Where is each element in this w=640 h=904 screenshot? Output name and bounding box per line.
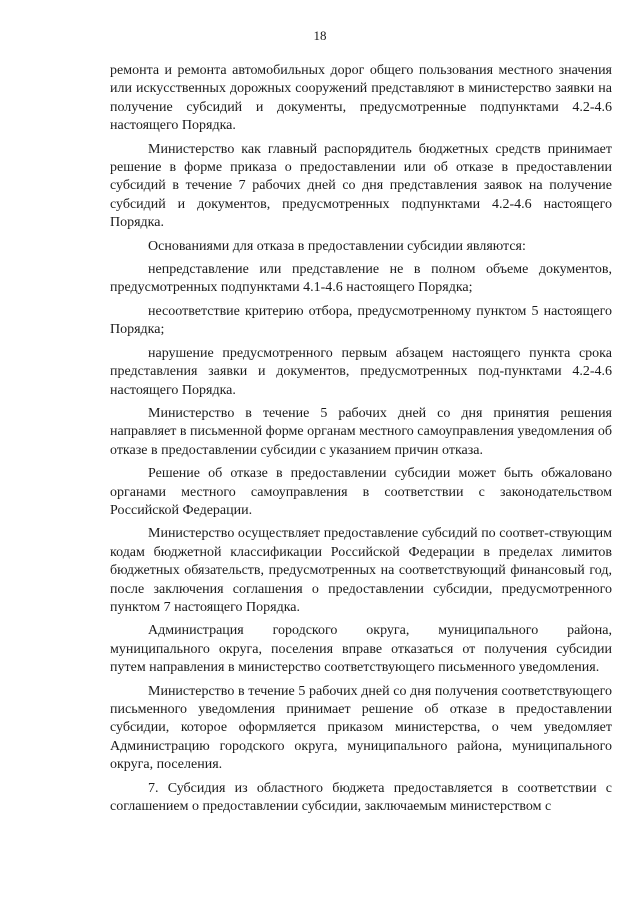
paragraph: Основаниями для отказа в предоставлении субсидии являются: [148, 238, 526, 254]
paragraph: ремонта и ремонта автомобильных дорог общего пользования местного значения или искусственных дорожных сооружений представляют в министерство заявки на получение субсидий и документы, предусмотренные подпунктами 4.2-4.6 настоящего Порядка. [110, 63, 612, 134]
page-number: 18 [313, 28, 327, 43]
paragraph: несоответствие критерию отбора, предусмотренному пунктом 5 настоящего Порядка; [110, 303, 612, 338]
document-body [110, 62, 612, 816]
paragraph: Министерство как главный распорядитель бюджетных средств принимает решение в форме приказа о предоставлении или об отказе в предоставлении субсидий в течение 7 рабочих дней со дня представления заявок на получение субсидий и документов, предусмотренных подпунктами 4.2-4.6 настоящего Порядка. [110, 141, 612, 231]
paragraph: Администрация городского округа, муниципального района, муниципального округа, поселения вправе отказаться от получения субсидии путем направления в министерство соответствующего письменного уведомления. [110, 623, 612, 676]
paragraph: 7. Субсидия из областного бюджета предоставляется в соответствии с соглашением о предоставлении субсидии, заключаемым министерством с [110, 780, 612, 815]
paragraph: нарушение предусмотренного первым абзацем настоящего пункта срока представления заявки и документов, предусмотренных под-пунктами 4.2-4.6 настоящего Порядка. [110, 345, 612, 398]
paragraph: Министерство в течение 5 рабочих дней со дня принятия решения направляет в письменной форме органам местного самоуправления уведомления об отказе в предоставлении субсидии с указанием причин отказа. [110, 405, 612, 458]
paragraph: непредставление или представление не в полном объеме документов, предусмотренных подпунктами 4.1-4.6 настоящего Порядка; [110, 262, 612, 296]
paragraph: Министерство в течение 5 рабочих дней со дня получения соответствующего письменного уведомления принимает решение об отказе в предоставлении субсидии, которое оформляется приказом министерства, о чем уведомляет Администрацию городского округа, муниципального района, муниципального округа, поселения. [110, 683, 612, 773]
paragraph: Министерство осуществляет предоставление субсидий по соответ-ствующим кодам бюджетной классификации Российской Федерации в пределах лимитов бюджетных обязательств, предусмотренных на соответствующий финансовый год, после заключения соглашения о предоставлении субсидии, предусмотренного пунктом 7 настоящего Порядка. [110, 526, 612, 615]
paragraph: Решение об отказе в предоставлении субсидии может быть обжаловано органами местного самоуправления в соответствии с законодательством Российской Федерации. [110, 466, 612, 518]
